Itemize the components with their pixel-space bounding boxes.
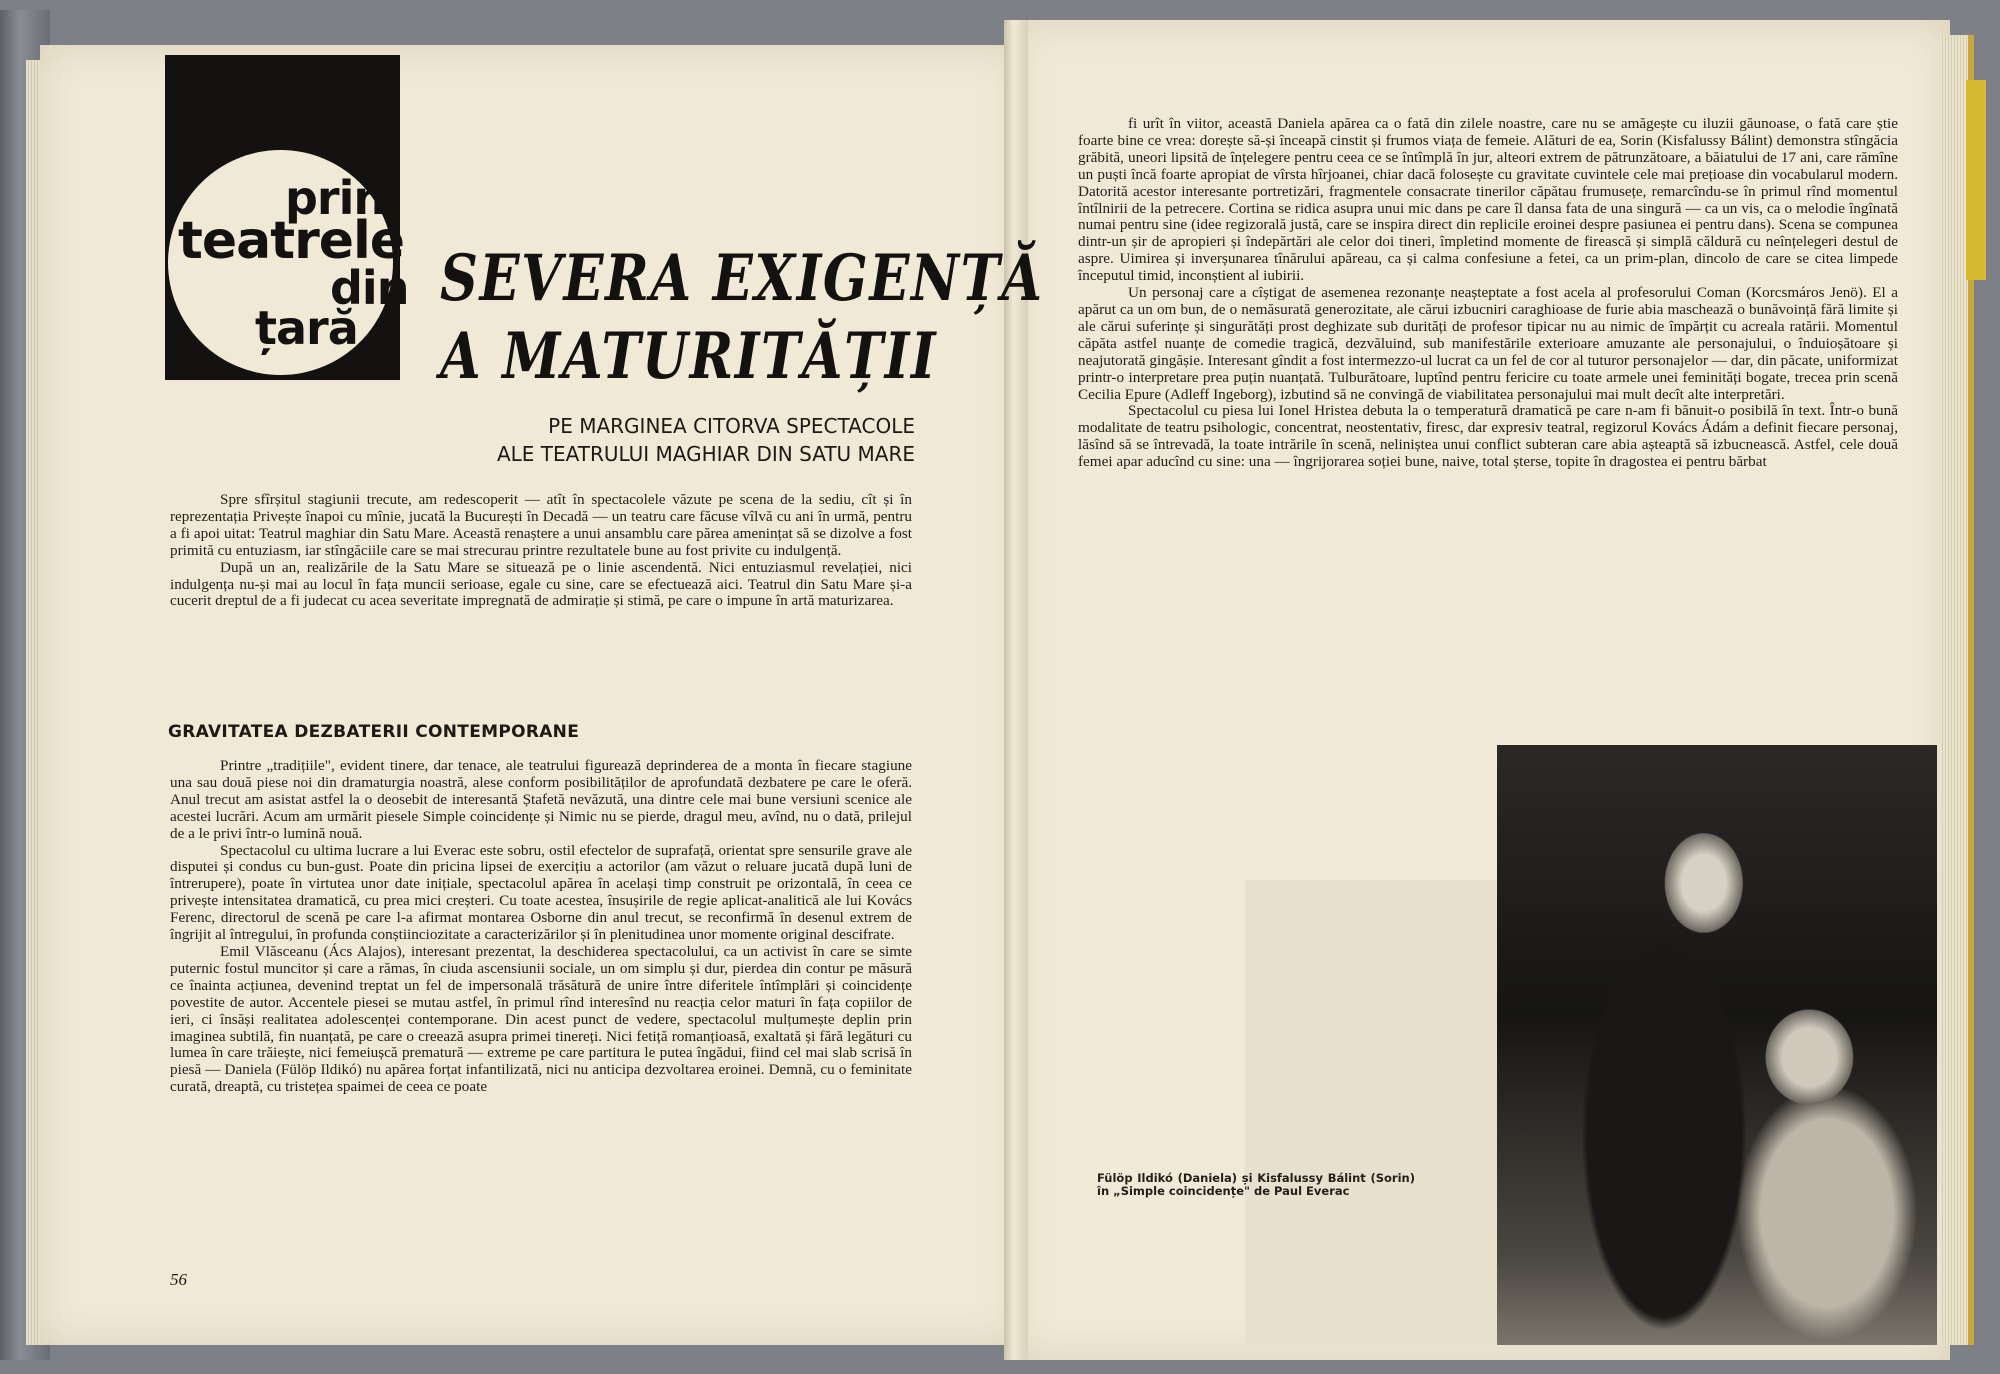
- paragraph: Spectacolul cu ultima lucrare a lui Everac este sobru, ostil efectelor de suprafață, orientat spre sensurile grave ale disputei și condus cu bun-gust. Poate din pricina lipsei de exercițiu a actorilor (am văzut o reluare jucată după luni de întrerupere), poate în virtutea unor date inițiale, spectacolul apărea în același timp construit pe orizontală, în ceea ce privește intensitatea dramatică, cu prea mici creșteri. Cu toate acestea, însușirile de regie aplicat-analitică ale lui Kovács Ferenc, directorul de scenă pe care l-a afirmat montarea Osborne din anul trecut, se reconfirmă în desenul extrem de îngrijit al întregului, în profunda conștiinciozitate a caracterizărilor și în plenitudinea unor momente original descifrate.: [170, 841, 912, 944]
- paragraph: Printre „tradițiile", evident tinere, dar tenace, ale teatrului figurează deprinderea de a monta în fiecare stagiune una sau două piese noi din dramaturgia noastră, alese conform posibilităților de aprofundată dezbatere pe care le oferă. Anul trecut am asistat astfel la o deosebit de interesantă Ștafetă nevăzută, una dintre cele mai bune versiuni scenice ale acestei lucrări. Acum am urmărit piesele Simple coincidențe și Nimic nu se pierde, dragul meu, avînd, nu o dată, prilejul de a le privi într-o lumină nouă.: [170, 757, 912, 842]
- left-body-text: [170, 758, 912, 1096]
- article-subtitle-line: ALE TEATRULUI MAGHIAR DIN SATU MARE: [496, 442, 915, 466]
- section-logo-word: prin: [285, 171, 386, 225]
- page-number: 56: [170, 1270, 187, 1289]
- article-title-line: SEVERA EXIGENȚĂ: [440, 241, 1044, 316]
- section-logo-word: teatrele: [178, 211, 405, 271]
- bookmark-tab: [1966, 80, 1986, 280]
- photo-caption: Fülöp Ildikó (Daniela) și Kisfalussy Bálint (Sorin) în „Simple coincidențe" de Paul Everac: [1097, 1171, 1415, 1198]
- paragraph: fi urît în viitor, această Daniela apărea ca o fată din zilele noastre, care nu se amăgește cu iluzii găunoase, o fată care știe foarte bine ce vrea: dorește să-și înceapă cinstit și frumos viața de femeie. Alături de ea, Sorin (Kisfalussy Bálint) demonstra stîngăcia grăbită, uneori lipsită de înțelegere pentru ceea ce se întîmplă în jur, alteori extrem de pătrunzătoare, a băiatului de 17 ani, care rămîne un puști încă foarte apropiat de vîrsta hîrjoanei, chiar dacă folosește cu gravitate cuvintele cele mai prețioase din vocabularul modern. Datorită acestor interesante portretizări, fragmentele consacrate tinerilor căpătau frumusețe, remarcîndu-se în primul rînd momentul întîlnirii de la petrecere. Cortina se ridica asupra unui mic dans pe care îl dansa fata de una singură — ca un vis, ca o melodie îngînată numai pentru sine (idee regizorală justă, care se inspira direct din replicile eroinei despre pasiunea ei pentru dans). Scena se compunea dintr-un șir de apropieri și îndepărtări ale celor doi tineri, împletind momente de firească și simplă căldură cu neînțelegeri destul de aspre. Uimirea și inverșunarea tînărului apăreau, ca și calma confesiune a fetei, ca un prim-plan, dincolo de care se citea limpede începutul timid, inconștient al iubirii.: [1078, 115, 1898, 285]
- photo-background-panel: [1245, 880, 1500, 1345]
- right-body-text: [1078, 116, 1898, 471]
- book-gutter: [1004, 20, 1028, 1360]
- article-title: [440, 240, 1044, 396]
- paragraph: După un an, realizările de la Satu Mare se situează pe o linie ascendentă. Nici entuziasmul revelației, nici indulgența nu-și mai au locul în fața muncii serioase, egale cu sine, care se efectuează aici. Teatrul din Satu Mare și-a cucerit dreptul de a fi judecat cu acea severitate impregnată de admirație și stimă, pe care o impune în artă maturizarea.: [170, 558, 912, 610]
- section-logo-word: țară: [255, 301, 358, 355]
- section-logo-word: din: [330, 261, 409, 315]
- stage-photo: [1497, 745, 1937, 1345]
- paragraph: Un personaj care a cîștigat de asemenea rezonanțe neașteptate a fost acela al profesorului Coman (Korcsmáros Jenö). El a apărut ca un om bun, de o nemăsurată generozitate, ale cărui izbucniri caraghioase de furie abia maschează o bunăvoință fără limite și ale cărui suferințe și singurătăți prost deghizate sub durități de profesor tipicar nu au nimic de împărțit cu acreala ratării. Momentul căpăta astfel nuanțe de comedie tragică, dezvăluind, sub manifestările exterioare amuzante ale personajului, o înduioșătoare și neajutorată gingășie. Interesant gîndit a fost intermezzo-ul lucrat ca un fel de cor al tuturor personajelor — dar, din păcate, uniformizat printr-o interpretare prea puțin nuanțată. Tulburătoare, luptînd pentru fericire cu toate armele unei feminități bogate, trecea prin scenă Cecilia Epure (Adleff Ingeborg), izbutind să ne convingă de viabilitatea personajului mai mult decît alte interpretări.: [1078, 284, 1898, 403]
- paragraph: Spre sfîrșitul stagiunii trecute, am redescoperit — atît în spectacolele văzute pe scena de la sediu, cît și în reprezentația Privește înapoi cu mînie, jucată la București în Decadă — un teatru care făcuse vîlvă cu ani în urmă, pentru a fi apoi uitat: Teatrul maghiar din Satu Mare. Această renaștere a unui ansamblu care părea amenințat să se dizolve a fost primită cu entuziasm, iar stîngăciile care se mai strecurau printre rezultatele bune au fost privite cu indulgență.: [170, 491, 912, 559]
- paragraph: Emil Vlăsceanu (Ács Alajos), interesant prezentat, la deschiderea spectacolului, ca un activist în care se simte puternic fostul muncitor și care a rămas, în ciuda ascensiunii sociale, un om simplu și dur, pierdea din contur pe măsură ce înainta acțiunea, devenind treptat un fel de impersonală trăsătură de unire între diferitele întîmplări și coincidențe povestite de autor. Accentele piesei se mutau astfel, în primul rînd interesînd nu reacția celor maturi în fața copiilor de ieri, ci însăși realitatea adolescenței contemporane. Din acest punct de vedere, spectacolul mulțumește deplin prin imaginea subtilă, fin nuanțată, pe care o creează asupra primei tinereți. Nici fetiță romanțioasă, exaltată și fără legături cu lumea în care trăiește, nici femeiușcă prematură — extreme pe care partitura le putea îngădui, fiind cel mai slab scrisă în piesă — Daniela (Fülöp Ildikó) nu apărea forțat infantilizată, nici nu anticipa dezvoltarea eroinei. Demnă, cu o feminitate curată, dreaptă, cu tristețea spaimei de ceea ce poate: [170, 942, 912, 1096]
- article-title-line: A MATURITĂȚII: [440, 319, 938, 394]
- paragraph: Spectacolul cu piesa lui Ionel Hristea debuta la o temperatură dramatică pe care n-am fi bănuit-o posibilă în text. Într-o bună modalitate de teatru psihologic, concentrat, neostentativ, firesc, dar expresiv teatral, regizorul Kovács Ádám a definit fiecare personaj, lăsînd să se întrevadă, la toate intrările în scenă, neliniștea unui conflict subteran care abia așteaptă să izbucnească. Astfel, cele două femei apar aducînd cu sine: una — îngrijorarea soției bune, naive, total șterse, topite în dragostea ei pentru bărbat: [1078, 402, 1898, 471]
- section-heading: GRAVITATEA DEZBATERII CONTEMPORANE: [168, 722, 580, 742]
- article-subtitle-line: PE MARGINEA CITORVA SPECTACOLE: [548, 414, 915, 438]
- article-subtitle: [440, 412, 915, 468]
- intro-text: [170, 492, 912, 610]
